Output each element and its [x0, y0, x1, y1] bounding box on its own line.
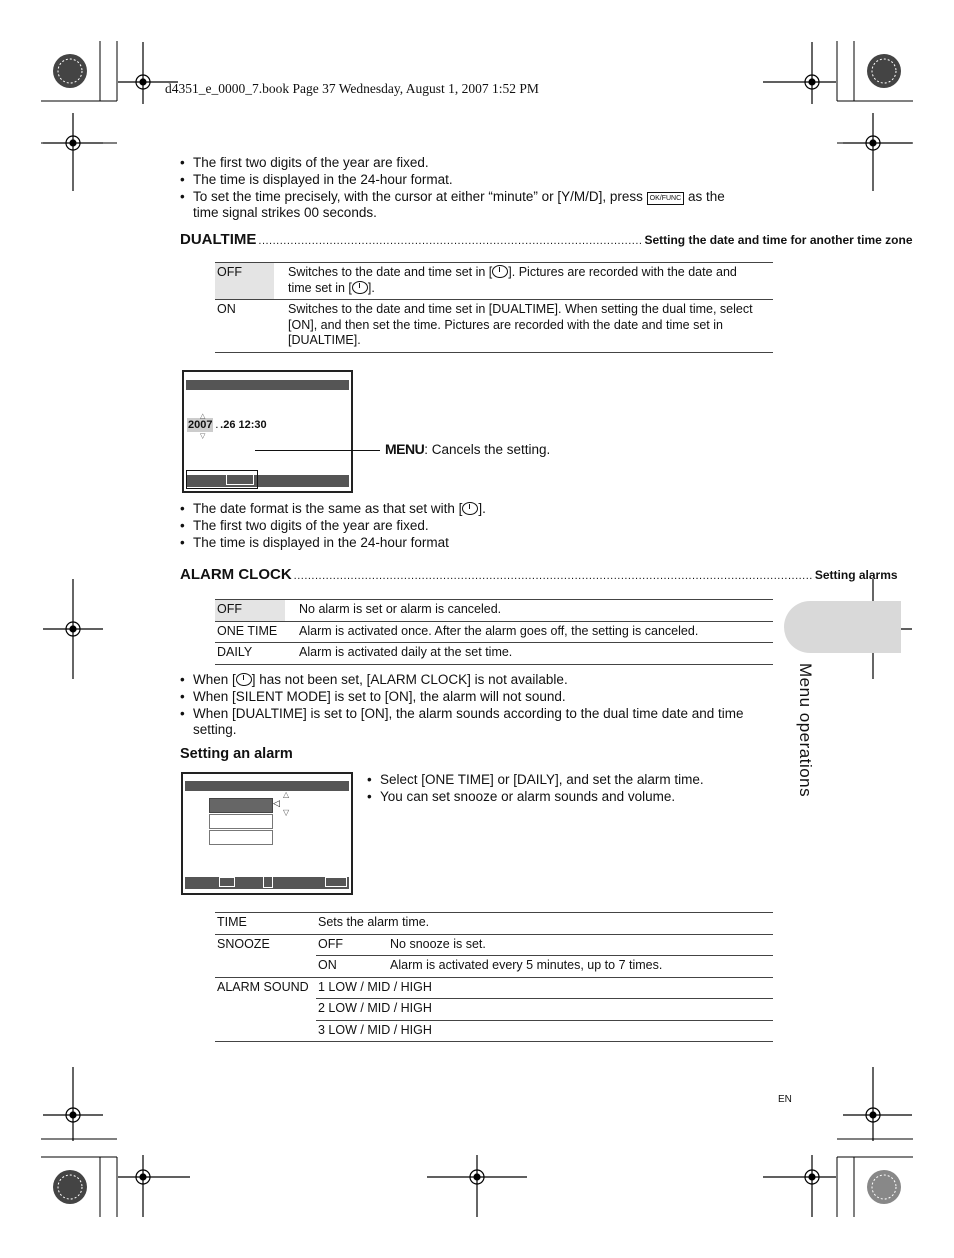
clock-icon: [462, 502, 478, 515]
setting-cell: TIME: [217, 915, 247, 929]
table-row: [215, 300, 773, 353]
description-cell: Switches to the date and time set in [DUALTIME]. When setting the dual time, select [ON], and then set the time. Pictures are recorded with the date and time set in [DUALTIME].: [288, 302, 753, 347]
callout-line: [255, 450, 380, 451]
section-description: Setting alarms: [814, 568, 898, 582]
list-item: • When [ ] has not been set, [ALARM CLOCK] is not available.: [180, 672, 775, 689]
option-cell: 2 LOW / MID / HIGH: [318, 1001, 432, 1015]
menu-callout: MENU: Cancels the setting.: [385, 441, 551, 457]
table-row: [215, 913, 773, 935]
option-cell: OFF: [318, 936, 343, 951]
updown-key-icon: [263, 876, 273, 888]
setting-alarm-heading: Setting an alarm: [180, 746, 293, 762]
alarm-settings-table: [215, 912, 773, 1042]
list-item: • When [SILENT MODE] is set to [ON], the alarm will not sound.: [180, 689, 775, 706]
setting-cell: ALARM SOUND: [217, 979, 309, 994]
up-arrow-icon: △: [283, 790, 290, 799]
menu-button-label: MENU: [385, 441, 425, 457]
alarm-option-selected: [209, 798, 273, 813]
up-arrow-icon: △: [200, 413, 206, 420]
back-key-icon: [226, 474, 254, 485]
alarm-option: [209, 830, 273, 845]
list-item: • When [DUALTIME] is set to [ON], the alarm sounds according to the dual time date and time setting.: [180, 706, 775, 740]
down-arrow-icon: ▽: [283, 808, 290, 817]
list-item: • To set the time precisely, with the cursor at either “minute” or [Y/M/D], press OK/FUNC as the time signal strikes 00 seconds.: [180, 189, 780, 223]
file-header: d4351_e_0000_7.book Page 37 Wednesday, August 1, 2007 1:52 PM: [165, 81, 539, 96]
option-cell: 3 LOW / MID / HIGH: [318, 1022, 432, 1037]
list-item: • The time is displayed in the 24-hour format: [180, 535, 780, 552]
option-cell: OFF: [215, 263, 274, 300]
mid-bullet-list: [180, 501, 780, 551]
alarm-option: [209, 814, 273, 829]
table-row: [215, 600, 773, 622]
camera-screen-alarm: [181, 772, 353, 895]
description-cell: Alarm is activated every 5 minutes, up to 7 times.: [390, 958, 663, 972]
table-row: [215, 621, 773, 643]
option-cell: DAILY: [217, 645, 253, 659]
clock-icon: [236, 673, 252, 686]
option-cell: OFF: [215, 600, 285, 622]
description-cell: Switches to the date and time set in [ ]. Pictures are recorded with the date and time set in [ ].: [288, 265, 737, 295]
ok-func-button-icon: OK/FUNC: [647, 192, 685, 205]
dualtime-table: [215, 262, 773, 353]
down-arrow-icon: ▽: [200, 433, 206, 440]
left-arrow-icon: ◁: [273, 798, 280, 808]
clock-icon: [352, 281, 368, 294]
list-item: • The time is displayed in the 24-hour format.: [180, 172, 780, 189]
list-item: • The date format is the same as that set with [ ].: [180, 501, 780, 518]
description-cell: Sets the alarm time.: [318, 915, 430, 929]
top-bullet-list: [180, 155, 780, 222]
ok-key-icon: [325, 877, 347, 887]
select-key-icon: [219, 877, 235, 887]
table-row: [215, 643, 773, 665]
section-side-tab: [784, 601, 901, 653]
date-time-display: 2007 . .26 12:30: [188, 419, 267, 431]
option-cell: ON: [217, 302, 236, 316]
description-cell: Alarm is activated once. After the alarm goes off, the setting is canceled.: [299, 623, 699, 638]
table-row: [215, 263, 773, 300]
setting-cell: SNOOZE: [215, 934, 316, 977]
screen-title-bar: [185, 781, 349, 791]
section-name: ALARM CLOCK: [180, 566, 292, 583]
description-cell: Alarm is activated daily at the set time.: [299, 645, 513, 659]
alarm-options-table: [215, 599, 773, 665]
section-description: Setting the date and time for another time zone: [644, 233, 913, 247]
list-item: • You can set snooze or alarm sounds and volume.: [367, 789, 767, 806]
option-cell: ON: [318, 958, 337, 972]
camera-screen-dualtime: [182, 370, 353, 493]
table-row: [215, 977, 773, 999]
option-cell: ONE TIME: [217, 623, 278, 638]
table-row: [215, 934, 773, 956]
description-cell: No snooze is set.: [390, 936, 486, 951]
alarm-bullet-list: [180, 672, 775, 739]
description-cell: No alarm is set or alarm is canceled.: [299, 602, 502, 616]
page-language: EN: [778, 1094, 792, 1105]
screen-title-bar: [186, 380, 349, 390]
date-time-field: .26 12:30: [220, 419, 267, 431]
section-name: DUALTIME: [180, 231, 257, 248]
setting-alarm-bullet-list: [367, 772, 767, 806]
dualtime-heading: DUALTIME ............................................................................................................ Setting the date and time for another time zone: [180, 231, 913, 248]
option-cell: 1 LOW / MID / HIGH: [318, 979, 432, 994]
side-tab-label: Menu operations: [796, 663, 815, 798]
year-field: 2007: [188, 419, 213, 431]
clock-icon: [492, 265, 508, 278]
list-item: • The first two digits of the year are fixed.: [180, 518, 780, 535]
alarm-clock-heading: ALARM CLOCK .................................................................................................................................................. Setting alarms: [180, 566, 898, 583]
list-item: • The first two digits of the year are fixed.: [180, 155, 780, 172]
list-item: • Select [ONE TIME] or [DAILY], and set the alarm time.: [367, 772, 767, 789]
